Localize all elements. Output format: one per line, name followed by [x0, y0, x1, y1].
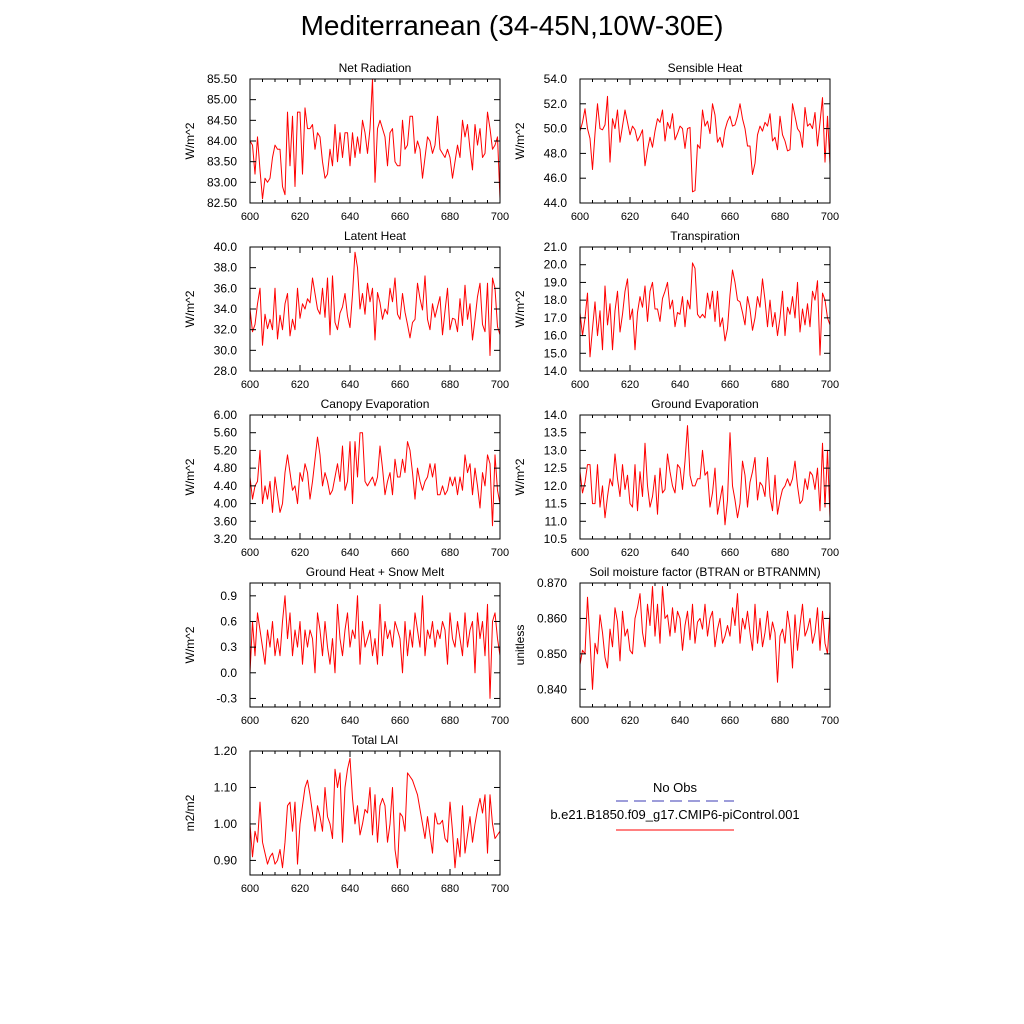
series-line [580, 96, 830, 191]
x-tick-label: 600 [570, 547, 590, 559]
x-tick-label: 700 [490, 211, 510, 223]
x-tick-label: 600 [570, 715, 590, 727]
y-tick-label: 0.840 [536, 682, 567, 697]
y-tick-label: 1.10 [213, 780, 237, 795]
y-axis-label: W/m^2 [513, 458, 527, 496]
x-tick-label: 640 [340, 715, 360, 727]
x-tick-label: 700 [820, 379, 840, 391]
plot-frame [250, 415, 500, 539]
plot-frame [250, 79, 500, 203]
y-tick-label: 6.00 [213, 408, 237, 422]
series-line [250, 433, 500, 526]
y-tick-label: 0.0 [220, 665, 237, 680]
x-tick-label: 640 [340, 379, 360, 391]
y-tick-label: 17.0 [543, 310, 567, 325]
y-tick-label: 11.5 [544, 496, 567, 511]
y-axis-label: unitless [513, 624, 527, 666]
x-tick-label: 640 [340, 547, 360, 559]
y-tick-label: 36.0 [213, 281, 237, 296]
x-tick-label: 660 [390, 211, 410, 223]
y-tick-label: 15.0 [543, 346, 567, 361]
y-tick-label: 12.0 [543, 478, 567, 493]
y-tick-label: 0.3 [220, 640, 237, 655]
y-tick-label: 20.0 [543, 257, 567, 272]
panel-title: Ground Evaporation [651, 397, 759, 411]
chart-panel-3 [183, 229, 509, 391]
x-tick-label: 680 [440, 211, 460, 223]
y-tick-label: 13.0 [543, 443, 567, 458]
chart-panel-4 [513, 229, 839, 391]
x-tick-label: 620 [290, 547, 310, 559]
x-tick-label: 640 [340, 211, 360, 223]
y-tick-label: 1.20 [213, 744, 237, 758]
x-tick-label: 640 [670, 379, 690, 391]
y-tick-label: 4.00 [213, 496, 237, 511]
y-tick-label: 18.0 [543, 293, 567, 308]
y-axis-label: W/m^2 [183, 626, 197, 664]
y-tick-label: 44.0 [543, 196, 567, 210]
x-tick-label: 700 [820, 211, 840, 223]
x-tick-label: 680 [440, 547, 460, 559]
x-tick-label: 640 [670, 211, 690, 223]
y-tick-label: 48.0 [543, 146, 567, 161]
y-tick-label: 5.60 [213, 425, 237, 440]
series-line [580, 426, 830, 525]
chart-panel-5 [183, 397, 509, 559]
x-tick-label: 660 [720, 547, 740, 559]
y-tick-label: 21.0 [543, 240, 567, 254]
y-tick-label: 16.0 [543, 328, 567, 343]
y-tick-label: 32.0 [213, 322, 237, 337]
x-tick-label: 600 [240, 547, 260, 559]
y-tick-label: 14.0 [543, 364, 567, 378]
y-tick-label: 5.20 [213, 443, 237, 458]
y-tick-label: 83.00 [206, 175, 237, 190]
x-tick-label: 600 [240, 715, 260, 727]
y-tick-label: 3.20 [213, 532, 237, 546]
series-line [250, 79, 500, 199]
x-tick-label: 620 [290, 715, 310, 727]
y-tick-label: 0.90 [213, 853, 237, 868]
y-tick-label: 10.5 [543, 532, 567, 546]
y-tick-label: 0.860 [536, 611, 567, 626]
plot-frame [580, 79, 830, 203]
chart-panel-6 [513, 397, 839, 559]
y-tick-label: 84.00 [206, 134, 237, 148]
panel-title: Total LAI [351, 733, 399, 747]
x-tick-label: 660 [390, 547, 410, 559]
x-tick-label: 680 [440, 379, 460, 391]
x-tick-label: 700 [490, 715, 510, 727]
x-tick-label: 660 [720, 379, 740, 391]
panel-title: Net Radiation [338, 61, 412, 75]
x-tick-label: 640 [340, 883, 360, 895]
x-tick-label: 680 [770, 547, 790, 559]
y-tick-label: 30.0 [213, 343, 237, 358]
x-tick-label: 640 [670, 715, 690, 727]
y-tick-label: 12.5 [543, 461, 567, 476]
y-tick-label: 50.0 [543, 121, 567, 136]
x-tick-label: 620 [620, 715, 640, 727]
x-tick-label: 620 [620, 379, 640, 391]
y-axis-label: m2/m2 [183, 794, 197, 832]
y-tick-label: 85.50 [206, 72, 237, 86]
x-tick-label: 680 [440, 883, 460, 895]
y-tick-label: 82.50 [206, 196, 237, 210]
y-tick-label: 14.0 [543, 408, 567, 422]
x-tick-label: 700 [490, 883, 510, 895]
y-tick-label: 40.0 [213, 240, 237, 254]
series-line [250, 596, 500, 699]
y-tick-label: 34.0 [213, 302, 237, 316]
series-line [250, 252, 500, 355]
legend-model-label: b.e21.B1850.f09_g17.CMIP6-piControl.001 [550, 807, 800, 822]
x-tick-label: 600 [570, 211, 590, 223]
series-line [580, 587, 830, 690]
y-tick-label: 1.00 [213, 816, 237, 831]
y-axis-label: W/m^2 [513, 122, 527, 160]
y-tick-label: 46.0 [543, 171, 567, 186]
y-tick-label: 0.870 [536, 576, 567, 590]
y-tick-label: 28.0 [213, 364, 237, 378]
chart-panel-7 [183, 565, 509, 727]
x-tick-label: 620 [620, 547, 640, 559]
x-tick-label: 660 [720, 211, 740, 223]
x-tick-label: 660 [390, 715, 410, 727]
x-tick-label: 620 [290, 883, 310, 895]
x-tick-label: 700 [820, 547, 840, 559]
y-axis-label: W/m^2 [183, 458, 197, 496]
x-tick-label: 660 [390, 379, 410, 391]
chart-panel-2 [513, 61, 839, 223]
panel-title: Ground Heat + Snow Melt [305, 565, 445, 579]
y-tick-label: 4.80 [213, 461, 237, 476]
y-tick-label: 85.00 [206, 92, 237, 107]
plot-frame [250, 583, 500, 707]
panel-title: Transpiration [670, 229, 740, 243]
plot-frame [580, 583, 830, 707]
y-tick-label: 52.0 [543, 96, 567, 111]
x-tick-label: 660 [720, 715, 740, 727]
y-axis-label: W/m^2 [513, 290, 527, 328]
y-tick-label: 3.60 [213, 514, 237, 529]
y-tick-label: 54.0 [543, 72, 567, 86]
y-tick-label: -0.3 [216, 691, 237, 706]
x-tick-label: 600 [240, 211, 260, 223]
y-tick-label: 0.9 [220, 588, 237, 603]
y-tick-label: 84.50 [206, 113, 237, 128]
x-tick-label: 660 [390, 883, 410, 895]
panel-title: Canopy Evaporation [320, 397, 430, 411]
x-tick-label: 600 [240, 379, 260, 391]
plot-frame [250, 247, 500, 371]
y-tick-label: 38.0 [213, 260, 237, 275]
x-tick-label: 680 [770, 715, 790, 727]
x-tick-label: 680 [440, 715, 460, 727]
y-tick-label: 83.50 [206, 154, 237, 169]
x-tick-label: 700 [490, 379, 510, 391]
x-tick-label: 680 [770, 379, 790, 391]
y-axis-label: W/m^2 [183, 290, 197, 328]
y-axis-label: W/m^2 [183, 122, 197, 160]
y-tick-label: 11.0 [544, 514, 567, 529]
y-tick-label: 0.6 [220, 614, 237, 629]
x-tick-label: 700 [490, 547, 510, 559]
y-tick-label: 4.40 [213, 478, 237, 493]
x-tick-label: 600 [240, 883, 260, 895]
chart-panel-1 [183, 61, 509, 223]
x-tick-label: 640 [670, 547, 690, 559]
x-tick-label: 700 [820, 715, 840, 727]
y-tick-label: 13.5 [543, 425, 567, 440]
legend-obs-label: No Obs [652, 780, 698, 795]
x-tick-label: 620 [290, 379, 310, 391]
x-tick-label: 600 [570, 379, 590, 391]
x-tick-label: 620 [620, 211, 640, 223]
panel-title: Soil moisture factor (BTRAN or BTRANMN) [589, 565, 821, 579]
panel-title: Latent Heat [343, 229, 407, 243]
main-title: Mediterranean (34-45N,10W-30E) [300, 10, 724, 41]
chart-panel-8 [513, 565, 839, 727]
y-tick-label: 19.0 [543, 275, 567, 290]
y-tick-label: 0.850 [536, 646, 567, 661]
x-tick-label: 680 [770, 211, 790, 223]
series-line [580, 263, 830, 357]
plot-frame [580, 247, 830, 371]
x-tick-label: 620 [290, 211, 310, 223]
panel-title: Sensible Heat [667, 61, 743, 75]
